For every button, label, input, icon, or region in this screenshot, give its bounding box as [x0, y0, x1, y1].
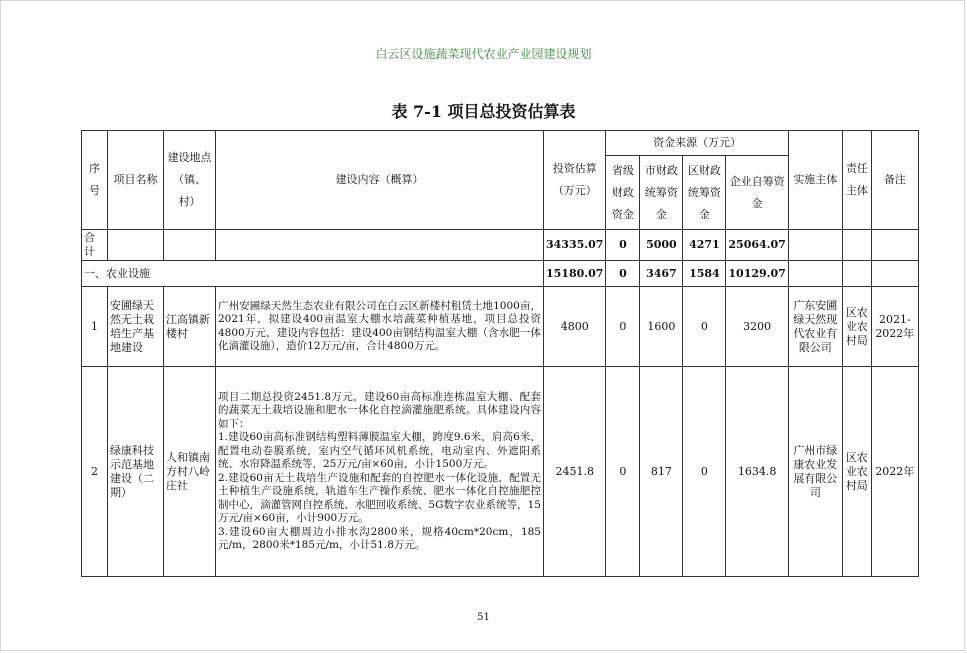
row-seq: 1 [82, 287, 108, 367]
total-provincial: 0 [606, 230, 640, 261]
row-implementer: 广东安圃绿天然现代农业有限公司 [788, 287, 842, 367]
row-remarks: 2022年 [871, 367, 918, 577]
row-content: 项目二期总投资2451.8万元，建设60亩高标准连栋温室大棚、配套的蔬菜无土栽培设施和肥水一体化自控滴灌施肥系统。具体建设内容如下： 1.建设60亩高标准钢结构塑料薄膜温室大棚，跨度9.6米，肩高6米，配置电动卷膜系统，室内空气循环风机系统，电动室内、外遮阳系统、水帘降温系统等，25万元/亩×60亩，小计1500万元。 2.建设60亩无土栽培生产设施和配套的自控肥水一体化设施，配置无土种植生产设施系统，轨道车生产操作系统、肥水一体化自控施肥控制中心，滴灌管网自控系统、水肥回收系统、5G数字农业系统等，15万元/亩×60亩，小计900万元。 3.建设60亩大棚周边小排水沟2800米，规格40cm*20cm，185元/m，2800米*185元/m，小计51.8万元。 [216, 367, 544, 577]
category-municipal: 3467 [640, 261, 683, 287]
row-location: 江高镇新楼村 [164, 287, 216, 367]
category-investment: 15180.07 [544, 261, 606, 287]
row-municipal: 1600 [640, 287, 683, 367]
header-name: 项目名称 [108, 131, 164, 230]
category-row [82, 261, 919, 287]
row-project-name: 安圃绿天然无土栽培生产基地建设 [108, 287, 164, 367]
total-row [82, 230, 919, 261]
row-enterprise: 3200 [726, 287, 788, 367]
category-label: 一、农业设施 [82, 261, 544, 287]
row-municipal: 817 [640, 367, 683, 577]
row-content: 广州安圃绿天然生态农业有限公司在白云区新楼村租赁土地1000亩，2021年，拟建设400亩温室大棚水培蔬菜种植基地，项目总投资4800万元，建设内容包括：建设400亩钢结构温室大棚（含水肥一体化滴灌设施），造价12万元/亩，合计4800万元。 [216, 287, 544, 367]
header-content: 建设内容（概算） [216, 131, 544, 230]
total-enterprise: 25064.07 [726, 230, 788, 261]
category-enterprise: 10129.07 [726, 261, 788, 287]
header-seq: 序号 [82, 131, 108, 230]
row-project-name: 绿康科技示范基地建设（二期） [108, 367, 164, 577]
row-responsible: 区农业农村局 [842, 287, 871, 367]
header-municipal: 市财政统筹资金 [640, 156, 683, 230]
running-header: 白云区设施蔬菜现代农业产业园建设规划 [375, 47, 592, 61]
row-investment: 2451.8 [544, 367, 606, 577]
row-responsible: 区农业农村局 [842, 367, 871, 577]
row-remarks: 2021-2022年 [871, 287, 918, 367]
row-district: 0 [683, 367, 726, 577]
total-label: 合计 [82, 230, 108, 261]
category-provincial: 0 [606, 261, 640, 287]
total-municipal: 5000 [640, 230, 683, 261]
header-enterprise: 企业自筹资金 [726, 156, 788, 230]
header-provincial: 省级财政资金 [606, 156, 640, 230]
investment-table [81, 130, 919, 577]
table-row [82, 287, 919, 367]
row-enterprise: 1634.8 [726, 367, 788, 577]
row-implementer: 广州市绿康农业发展有限公司 [788, 367, 842, 577]
header-implementer: 实施主体 [788, 131, 842, 230]
row-district: 0 [683, 287, 726, 367]
page-number: 51 [477, 612, 490, 623]
header-remarks: 备注 [871, 131, 918, 230]
header-district: 区财政统筹资金 [683, 156, 726, 230]
row-provincial: 0 [606, 287, 640, 367]
total-investment: 34335.07 [544, 230, 606, 261]
row-provincial: 0 [606, 367, 640, 577]
header-location: 建设地点（镇、村） [164, 131, 216, 230]
row-location: 人和镇南方村八岭庄社 [164, 367, 216, 577]
header-funding-group: 资金来源（万元） [606, 131, 788, 156]
table-title: 表 7-1 项目总投资估算表 [391, 102, 576, 121]
total-district: 4271 [683, 230, 726, 261]
category-district: 1584 [683, 261, 726, 287]
row-investment: 4800 [544, 287, 606, 367]
header-responsible: 责任主体 [842, 131, 871, 230]
header-investment: 投资估算（万元） [544, 131, 606, 230]
row-seq: 2 [82, 367, 108, 577]
table-row [82, 367, 919, 577]
